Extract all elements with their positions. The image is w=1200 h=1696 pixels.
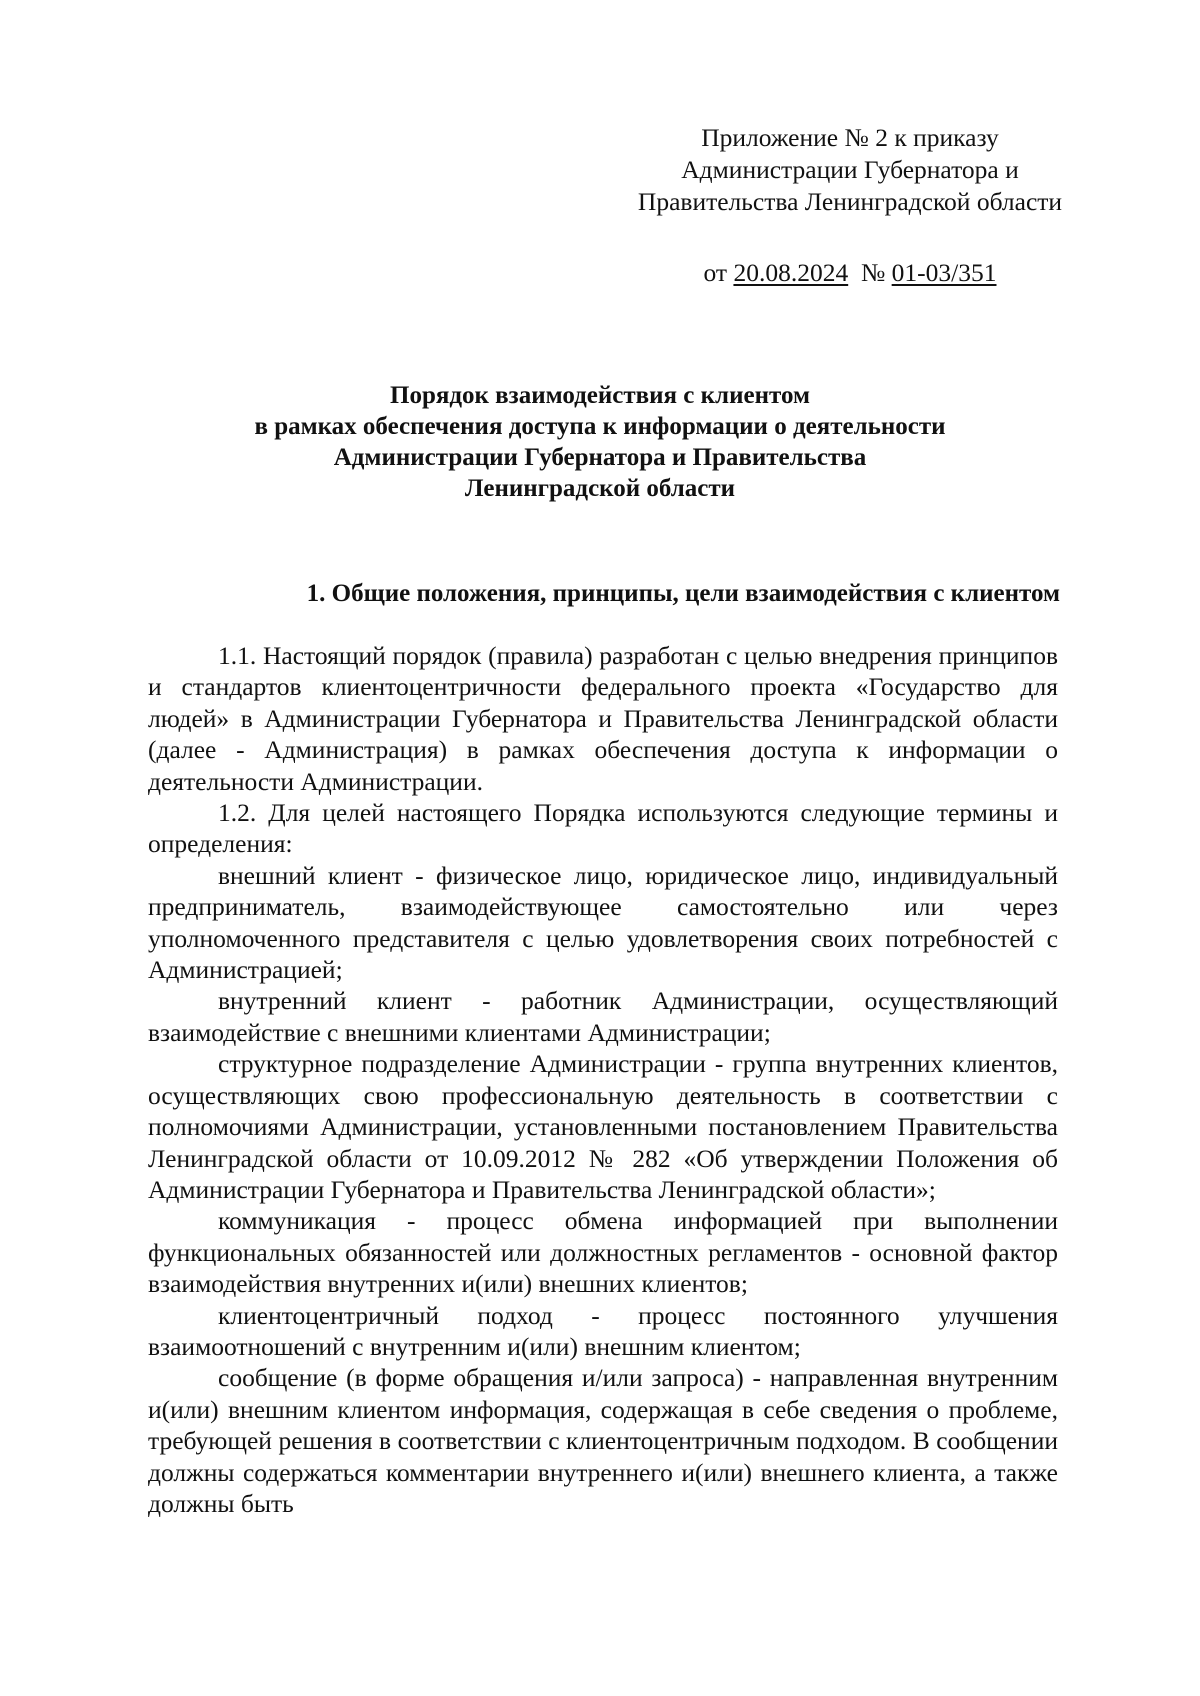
date-prefix: от [703,258,728,287]
paragraph: внешний клиент - физическое лицо, юридическое лицо, индивидуальный предприниматель, взаимодействующее самостоятельно или через уполномоченного представителя с целью удовлетворения своих потребностей с Администрацией; [148,860,1058,985]
paragraph: 1.2. Для целей настоящего Порядка используются следующие термины и определения: [148,798,1058,859]
title-line: Порядок взаимодействия с клиентом [390,382,810,409]
order-date: 20.08.2024 [733,258,849,287]
document-body [148,640,1058,1519]
paragraph: структурное подразделение Администрации - группа внутренних клиентов, осуществляющих свою профессиональную деятельность в соответствии с полномочиями Администрации, установленными постановлением Правительства Ленинградской области от 10.09.2012 № 282 «Об утверждении Положения об Администрации Губернатора и Правительства Ленинградской области»; [148,1049,1058,1204]
paragraph: коммуникация - процесс обмена информацией при выполнении функциональных обязанностей или должностных регламентов - основной фактор взаимодействия внутренних и(или) внешних клиентов; [148,1206,1058,1299]
title-line: Администрации Губернатора и Правительства [333,444,867,471]
approval-line: Приложение № 2 к приказу [701,123,999,152]
paragraph: клиентоцентричный подход - процесс постоянного улучшения взаимоотношений с внутренним и(или) внешним клиентом; [148,1300,1058,1361]
order-number: 01-03/351 [891,258,997,287]
approval-line: Правительства Ленинградской области [637,187,1063,216]
order-date-number [600,258,1100,288]
title-line: Ленинградской области [464,475,736,502]
title-line: в рамках обеспечения доступа к информации о деятельности [254,413,946,440]
number-prefix: № [860,258,886,287]
document-title [150,380,1050,504]
paragraph: внутренний клиент - работник Администрации, осуществляющий взаимодействие с внешними клиентами Администрации; [148,986,1058,1047]
approval-line: Администрации Губернатора и [681,155,1019,184]
approval-block [600,122,1100,218]
paragraph: 1.1. Настоящий порядок (правила) разработан с целью внедрения принципов и стандартов клиентоцентричности федерального проекта «Государство для людей» в Администрации Губернатора и Правительства Ленинградской области (далее - Администрация) в рамках обеспечения доступа к информации о деятельности Администрации. [148,641,1058,796]
paragraph: сообщение (в форме обращения и/или запроса) - направленная внутренним и(или) внешним клиентом информация, содержащая в себе сведения о проблеме, требующей решения в соответствии с клиентоцентричным подходом. В сообщении должны содержаться комментарии внутреннего и(или) внешнего клиента, а также должны быть [148,1363,1058,1518]
section-heading: 1. Общие положения, принципы, цели взаимодействия с клиентом [306,580,1060,607]
